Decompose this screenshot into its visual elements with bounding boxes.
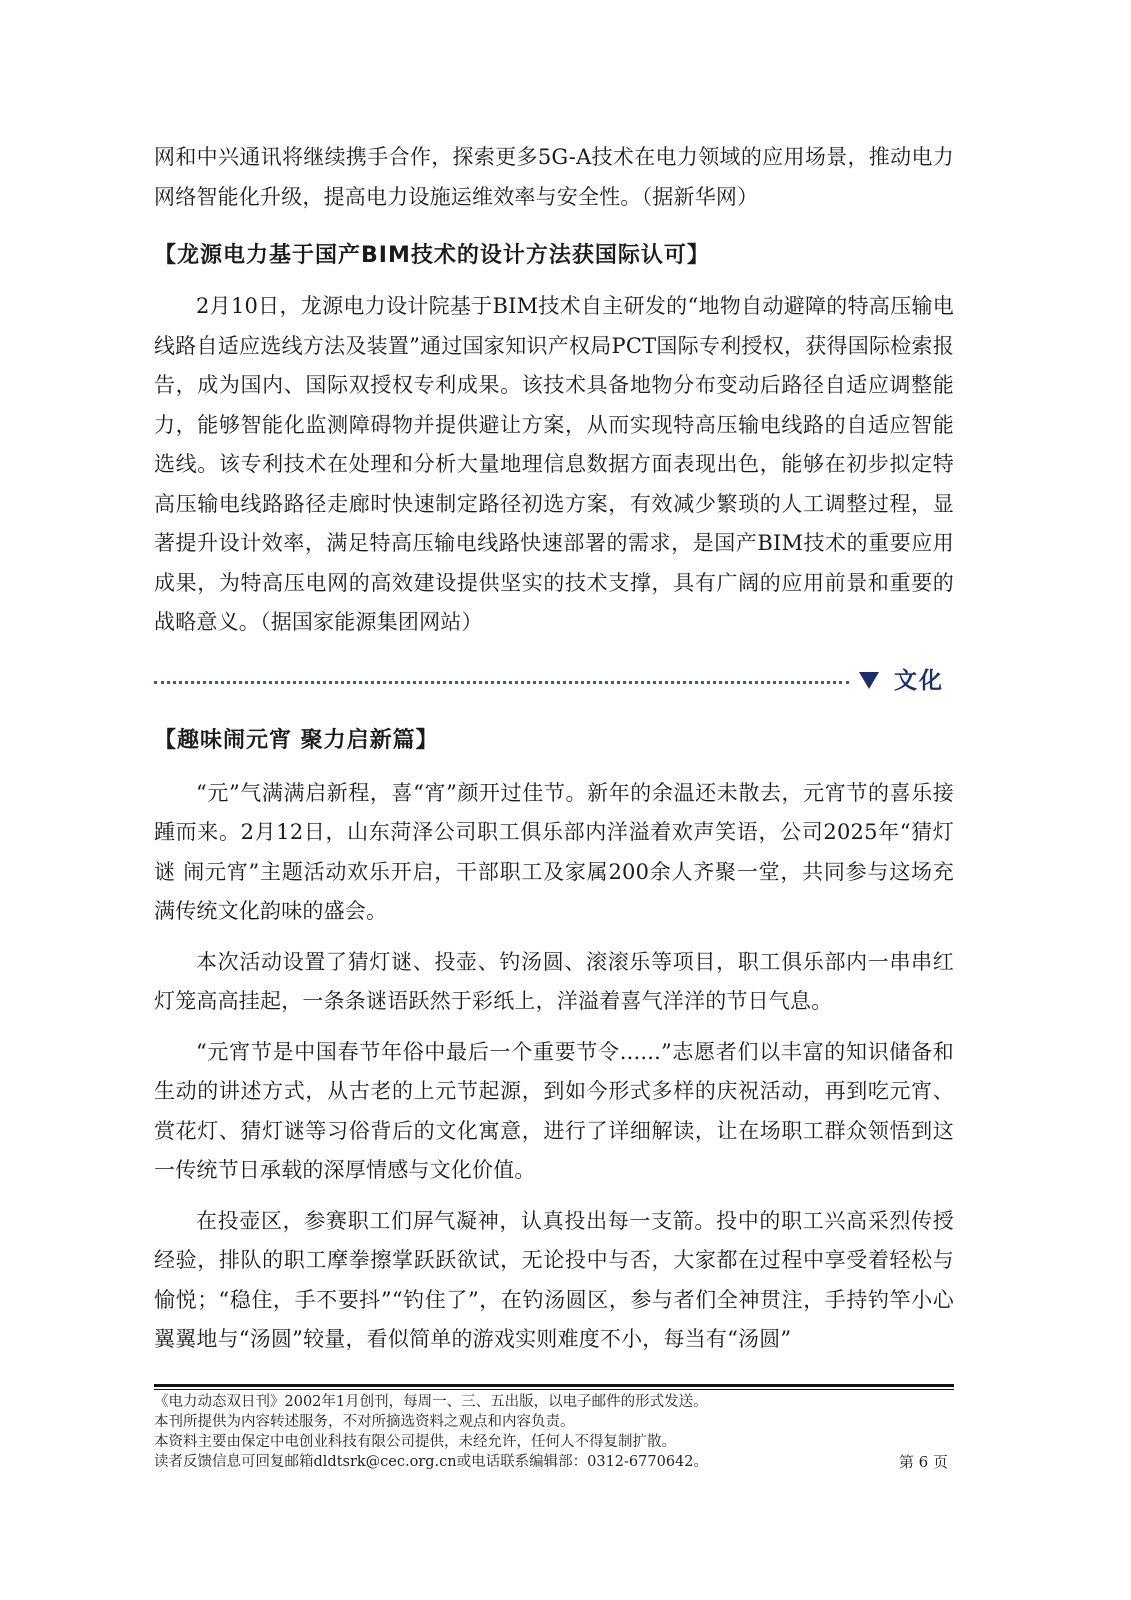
footer [154,1392,954,1472]
article-1-body: 2月10日，龙源电力设计院基于BIM技术自主研发的“地物自动避障的特高压输电线路自适应选线方法及装置”通过国家知识产权局PCT国际专利授权，获得国际检索报告，成为国内、国际双授权专利成果。该技术具备地物分布变动后路径自适应调整能力，能够智能化监测障碍物并提供避让方案，从而实现特高压输电线路的自适应智能选线。该专利技术在处理和分析大量地理信息数据方面表现出色，能够在初步拟定特高压输电线路路径走廊时快速制定路径初选方案，有效减少繁琐的人工调整过程，显著提升设计效率，满足特高压输电线路快速部署的需求，是国产BIM技术的重要应用成果，为特高压电网的高效建设提供坚实的技术支撑，具有广阔的应用前景和重要的战略意义。（据国家能源集团网站） [154,294,954,634]
dotted-rule [154,681,849,684]
section-label: 文化 [894,667,944,694]
section-divider [154,661,954,701]
article-2-paragraph-1: “元”气满满启新程，喜“宵”颜开过佳节。新年的余温还未散去，元宵节的喜乐接踵而来。2月12日，山东菏泽公司职工俱乐部内洋溢着欢声笑语，公司2025年“猜灯谜 闹元宵”主题活动欢乐开启，干部职工及家属200余人齐聚一堂，共同参与这场充满传统文化韵味的盛会。 [154,780,954,923]
footer-line-3: 本资料主要由保定中电创业科技有限公司提供，未经允许，任何人不得复制扩散。 [154,1434,676,1450]
article-1-title: 【龙源电力基于国产BIM技术的设计方法获国际认可】 [154,243,710,268]
article-continued-paragraph: 网和中兴通讯将继续携手合作，探索更多5G-A技术在电力领域的应用场景，推动电力网络智能化升级，提高电力设施运维效率与安全性。（据新华网） [154,145,954,209]
triangle-down-icon [859,672,879,689]
footer-line-2: 本刊所提供为内容转述服务，不对所摘选资料之观点和内容负责。 [154,1414,575,1430]
article-2-paragraph-4: 在投壶区，参赛职工们屏气凝神，认真投出每一支箭。投中的职工兴高采烈传授经验，排队的职工摩拳擦掌跃跃欲试，无论投中与否，大家都在过程中享受着轻松与愉悦；“稳住，手不要抖”“钓住了”，在钓汤圆区，参与者们全神贯注，手持钓竿小心翼翼地与“汤圆”较量，看似简单的游戏实则难度不小，每当有“汤圆” [154,1208,954,1351]
article-2-paragraph-2: 本次活动设置了猜灯谜、投壶、钓汤圆、滚滚乐等项目，职工俱乐部内一串串红灯笼高高挂起，一条条谜语跃然于彩纸上，洋溢着喜气洋洋的节日气息。 [154,949,954,1013]
main-content [154,138,954,1360]
footer-rule-thin [154,1389,954,1390]
footer-rule-thick [154,1384,954,1387]
article-2-paragraph-3: “元宵节是中国春节年俗中最后一个重要节令......”志愿者们以丰富的知识储备和生动的讲述方式，从古老的上元节起源，到如今形式多样的庆祝活动，再到吃元宵、赏花灯、猜灯谜等习俗背后的文化寓意，进行了详细解读，让在场职工群众领悟到这一传统节日承载的深厚情感与文化价值。 [154,1039,954,1182]
footer-line-1: 《电力动态双日刊》2002年1月创刊，每周一、三、五出版，以电子邮件的形式发送。 [154,1394,708,1410]
article-2-title: 【趣味闹元宵 聚力启新篇】 [154,727,439,753]
page-number: 第 6 页 [898,1453,948,1471]
footer-line-4: 读者反馈信息可回复邮箱dldtsrk@cec.org.cn或电话联系编辑部：0312-6770642。 [154,1454,709,1470]
